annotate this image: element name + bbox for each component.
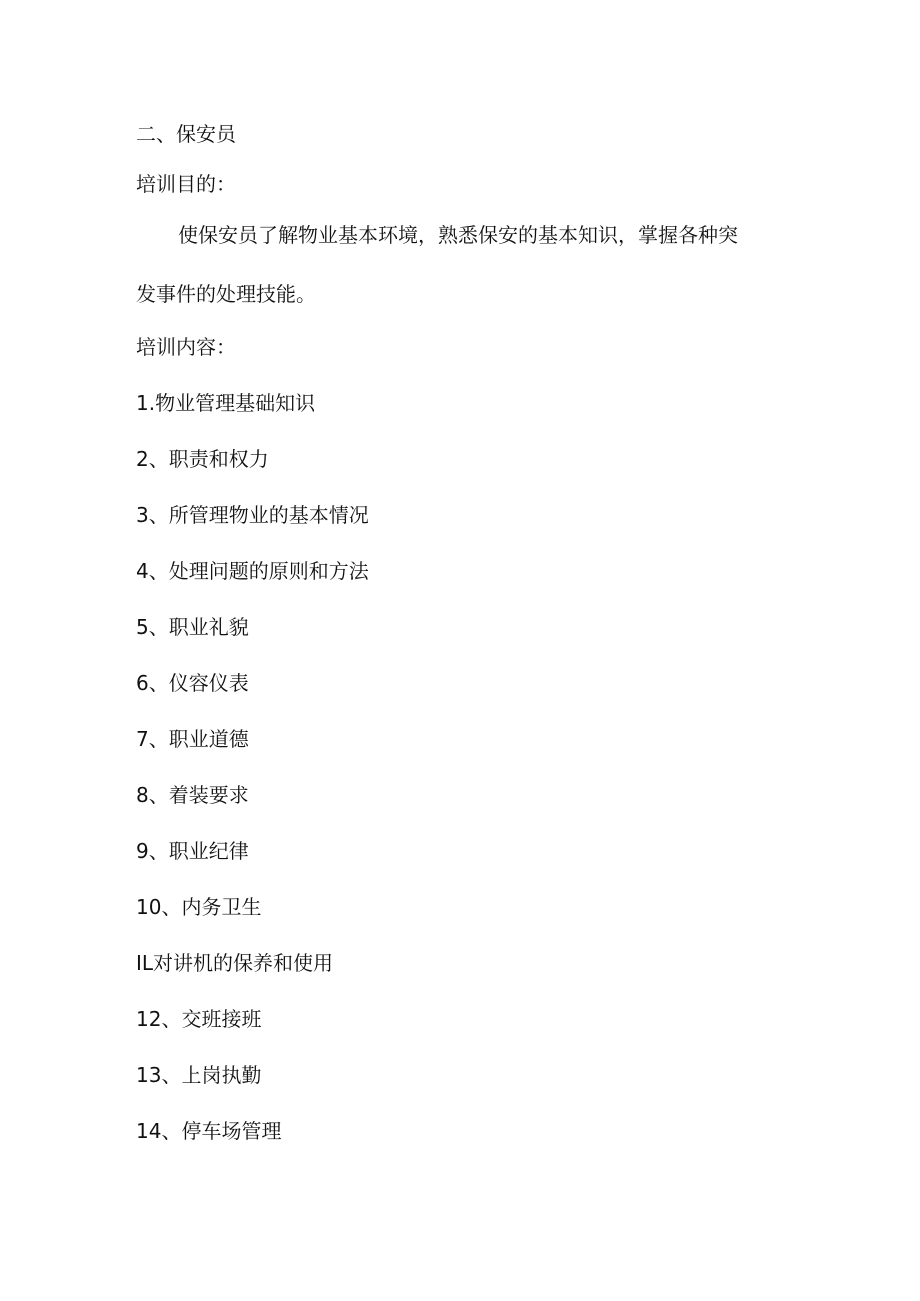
list-item: IL对讲机的保养和使用 [136,951,334,975]
list-item: 8、着装要求 [136,783,249,807]
purpose-text-line-1: 使保安员了解物业基本环境，熟悉保安的基本知识，掌握各种突 [178,223,738,247]
list-item: 4、处理问题的原则和方法 [136,559,369,583]
list-item: 6、仪容仪表 [136,671,249,695]
list-item: 10、内务卫生 [136,895,262,919]
list-item: 12、交班接班 [136,1007,262,1031]
section-heading: 二、保安员 [136,122,236,146]
list-item: 14、停车场管理 [136,1119,282,1143]
purpose-label: 培训目的： [136,172,236,196]
list-item: 9、职业纪律 [136,839,249,863]
list-item: 13、上岗执勤 [136,1063,262,1087]
list-item: 1.物业管理基础知识 [136,391,316,415]
list-item: 3、所管理物业的基本情况 [136,503,369,527]
content-label: 培训内容： [136,335,236,359]
list-item: 7、职业道德 [136,727,249,751]
list-item: 2、职责和权力 [136,447,269,471]
purpose-text-line-2: 发事件的处理技能。 [136,282,316,306]
list-item: 5、职业礼貌 [136,615,249,639]
